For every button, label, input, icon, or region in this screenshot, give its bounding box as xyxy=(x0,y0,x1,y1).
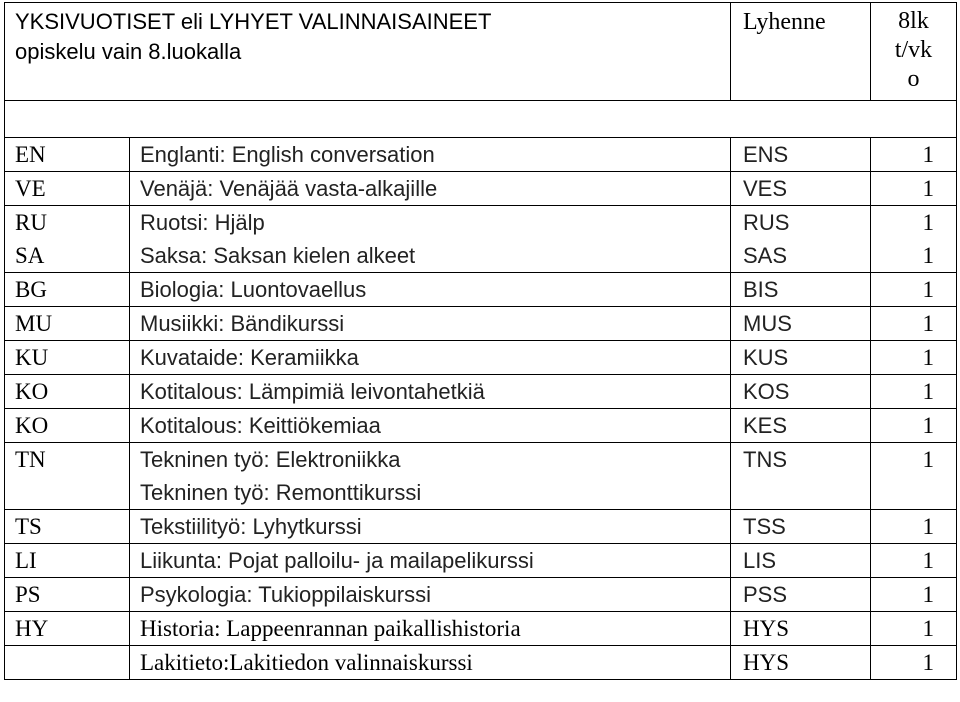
subject-code: VE xyxy=(5,172,130,206)
table-row xyxy=(5,409,957,443)
header-hours-line2: t/vk xyxy=(894,37,933,63)
header-title-line1: YKSIVUOTISET eli LYHYET VALINNAISAINEET xyxy=(15,9,492,34)
course-name: Psykologia: Tukioppilaiskurssi xyxy=(130,578,731,612)
course-abbr-line2: SAS xyxy=(743,243,788,268)
weekly-hours: 1 xyxy=(871,307,957,341)
course-abbr: TNS xyxy=(731,443,871,510)
table-row xyxy=(5,375,957,409)
header-title-cell xyxy=(5,3,731,101)
table-row xyxy=(5,612,957,646)
weekly-hours: 1 xyxy=(871,375,957,409)
table-row xyxy=(5,510,957,544)
table-row xyxy=(5,172,957,206)
weekly-hours: 1 xyxy=(871,341,957,375)
course-name: Kotitalous: Lämpimiä leivontahetkiä xyxy=(130,375,731,409)
subject-code: KO xyxy=(5,409,130,443)
table-row xyxy=(5,307,957,341)
course-name: Musiikki: Bändikurssi xyxy=(130,307,731,341)
course-abbr: KOS xyxy=(731,375,871,409)
weekly-hours: 1 xyxy=(871,510,957,544)
course-abbr: KUS xyxy=(731,341,871,375)
course-name: Tekstiilityö: Lyhytkurssi xyxy=(130,510,731,544)
subject-code: TN xyxy=(5,443,130,510)
course-name: Venäjä: Venäjää vasta-alkajille xyxy=(130,172,731,206)
subject-code: BG xyxy=(5,273,130,307)
table-row xyxy=(5,443,957,510)
weekly-hours-line1: 1 xyxy=(922,210,934,235)
header-hours-line3: o xyxy=(907,66,920,92)
course-name: Englanti: English conversation xyxy=(130,138,731,172)
elective-courses-table xyxy=(4,2,957,680)
weekly-hours: 1 xyxy=(871,443,957,510)
subject-code-line1: RU xyxy=(15,210,47,235)
subject-code: EN xyxy=(5,138,130,172)
weekly-hours-line2: 1 xyxy=(922,243,934,268)
course-abbr: TSS xyxy=(731,510,871,544)
course-abbr: MUS xyxy=(731,307,871,341)
subject-code: TS xyxy=(5,510,130,544)
subject-code: KU xyxy=(5,341,130,375)
course-abbr: VES xyxy=(731,172,871,206)
weekly-hours: 1 xyxy=(871,612,957,646)
course-name: Historia: Lappeenrannan paikallishistoria xyxy=(130,612,731,646)
course-name xyxy=(130,206,731,273)
weekly-hours xyxy=(871,206,957,273)
course-name: Biologia: Luontovaellus xyxy=(130,273,731,307)
course-abbr xyxy=(731,206,871,273)
course-name-line1: Ruotsi: Hjälp xyxy=(140,210,265,235)
course-name: Liikunta: Pojat palloilu- ja mailapelikurssi xyxy=(130,544,731,578)
spacer-cell xyxy=(5,101,957,138)
course-abbr: HYS xyxy=(731,612,871,646)
header-abbr-label: Lyhenne xyxy=(731,3,871,101)
header-title-line2: opiskelu vain 8.luokalla xyxy=(15,39,242,64)
spacer-row xyxy=(5,101,957,138)
weekly-hours: 1 xyxy=(871,544,957,578)
course-name-line1: Tekninen työ: Elektroniikka xyxy=(140,447,401,472)
course-abbr: PSS xyxy=(731,578,871,612)
subject-code: HY xyxy=(5,612,130,646)
subject-code xyxy=(5,646,130,680)
table-row xyxy=(5,273,957,307)
header-hours-line1: 8lk xyxy=(898,8,929,34)
table-row xyxy=(5,578,957,612)
subject-code: KO xyxy=(5,375,130,409)
table-row xyxy=(5,138,957,172)
header-hours-cell xyxy=(871,3,957,101)
subject-code: PS xyxy=(5,578,130,612)
course-abbr: HYS xyxy=(731,646,871,680)
course-abbr: BIS xyxy=(731,273,871,307)
header-row xyxy=(5,3,957,101)
weekly-hours: 1 xyxy=(871,138,957,172)
subject-code: LI xyxy=(5,544,130,578)
course-name: Kuvataide: Keramiikka xyxy=(130,341,731,375)
subject-code xyxy=(5,206,130,273)
weekly-hours: 1 xyxy=(871,273,957,307)
weekly-hours: 1 xyxy=(871,578,957,612)
weekly-hours: 1 xyxy=(871,646,957,680)
course-abbr-line1: RUS xyxy=(743,210,790,235)
weekly-hours: 1 xyxy=(871,172,957,206)
table-row xyxy=(5,341,957,375)
course-abbr: LIS xyxy=(731,544,871,578)
weekly-hours: 1 xyxy=(871,409,957,443)
course-abbr: ENS xyxy=(731,138,871,172)
subject-code-line2: SA xyxy=(15,243,45,268)
table-row xyxy=(5,206,957,273)
course-abbr: KES xyxy=(731,409,871,443)
table-row xyxy=(5,646,957,680)
course-name: Kotitalous: Keittiökemiaa xyxy=(130,409,731,443)
course-name: Lakitieto:Lakitiedon valinnaiskurssi xyxy=(130,646,731,680)
course-name-line2: Tekninen työ: Remonttikurssi xyxy=(140,480,422,505)
subject-code: MU xyxy=(5,307,130,341)
table-row xyxy=(5,544,957,578)
course-name-line2: Saksa: Saksan kielen alkeet xyxy=(140,243,416,268)
course-name xyxy=(130,443,731,510)
